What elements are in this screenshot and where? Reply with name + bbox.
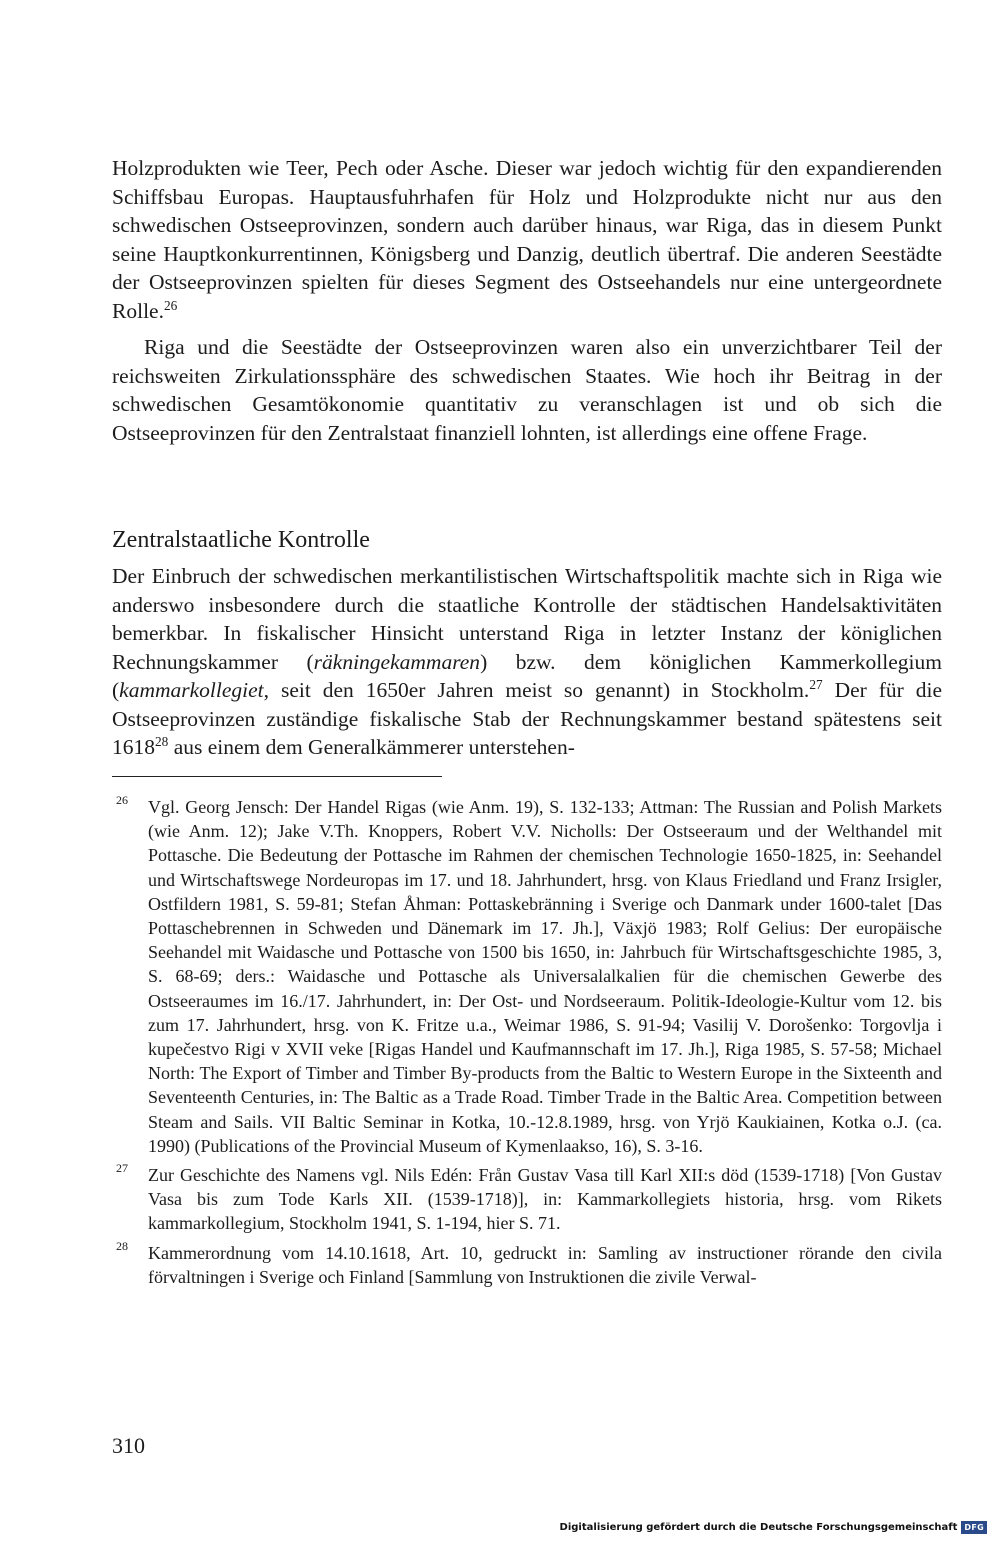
paragraph-3-part-d: Der für die Ostseeprovinzen zuständige fiskalische Stab der Rechnungskammer bestand spätestens seit 1618: [112, 678, 942, 759]
footnote-text: Kammerordnung vom 14.10.1618, Art. 10, gedruckt in: Samling av instructioner rörande den civila förvaltningen i Sverige och Finland [Sammlung von Instruktionen die zivile Verwal-: [148, 1242, 942, 1287]
term-kammarkollegiet: kammarkollegiet: [119, 678, 264, 702]
dfg-logo-icon: DFG: [961, 1521, 987, 1534]
paragraph-3-part-b: ) bzw. dem königlichen Kammerkollegium (: [112, 649, 942, 702]
paragraph-1-text: Holzprodukten wie Teer, Pech oder Asche. Dieser war jedoch wichtig für den expandierenden Schiffsbau Europas. Hauptausfuhrhafen für Holz und Holzprodukte nicht nur aus den schwedischen Ostseeprovinzen, sondern auch darüber hinaus, war Riga, das in diesem Punkt seine Hauptkonkurrentinnen, Königsberg und Danzig, deutlich übertraf. Die anderen Seestädte der Ostseeprovinzen spielten für dieses Segment des Ostseehandels nur eine untergeordnete Rolle.: [112, 156, 942, 323]
footnote-text: Vgl. Georg Jensch: Der Handel Rigas (wie Anm. 19), S. 132-133; Attman: The Russian and Polish Markets (wie Anm. 12); Jake V.Th. Knoppers, Robert V.V. Nicholls: Der Ostseeraum und der Welthandel mit Pottasche. Die Bedeutung der Pottasche im Rahmen der chemischen Technologie 1650-1825, in: Seehandel und Wirtschaftswege Nordeuropas im 17. und 18. Jahrhundert, hrsg. von Klaus Friedland und Franz Irsigler, Ostfildern 1981, S. 59-81; Stefan Åhman: Pottaskebränning i Sverige och Danmark under 1600-talet [Das Pottaschebrennen in Schweden und Dänemark im 17. Jh.], Växjö 1983; Rolf Gelius: Der europäische Seehandel mit Waidasche und Pottasche von 1500 bis 1650, in: Jahrbuch für Wirtschaftsgeschichte 1985, 3, S. 68-69; ders.: Waidasche und Pottasche als Universalalkalien für die chemischen Gewerbe des Ostseeraumes im 16./17. Jahrhundert, in: Der Ost- und Nordseeraum. Politik-Ideologie-Kultur vom 12. bis zum 17. Jahrhundert, hrsg. von K. Fritze u.a., Weimar 1986, S. 91-94; Vasilij V. Dorošenko: Torgovlja i kupečestvo Rigi v XVII veke [Rigas Handel und Kaufmannschaft im 17. Jh.], Riga 1985, S. 57-58; Michael North: The Export of Timber and Timber By-products from the Baltic to Western Europe in the Sixteenth and Seventeenth Centuries, in: The Baltic as a Trade Road. Timber Trade in the Baltic Area. Competition between Steam and Sails. VII Baltic Seminar in Kotka, 10.-12.8.1989, hrsg. von Yrjö Kaukiainen, Kotka o.J. (ca. 1990) (Publications of the Provincial Museum of Kymenlaakso, 16), S. 3-16.: [148, 797, 942, 1156]
footnote-number: 28: [116, 1238, 128, 1253]
footnote-text: Zur Geschichte des Namens vgl. Nils Edén: Från Gustav Vasa till Karl XII:s död (1539-1718) [Von Gustav Vasa bis zum Tode Karls XII. (1539-1718)], in: Kammarkollegiets historia, hrsg. vom Rikets kammarkollegium, Stockholm 1941, S. 1-194, hier S. 71.: [148, 1165, 942, 1234]
footnote-number: 27: [116, 1161, 128, 1176]
paragraph-2: [112, 333, 942, 447]
footnote-28: [112, 1238, 942, 1289]
paragraph-3: [112, 562, 942, 762]
footnotes: [112, 795, 942, 1294]
footnote-ref-28: 28: [155, 734, 169, 750]
paragraph-3-part-c: , seit den 1650er Jahren meist so genannt) in Stockholm.: [263, 678, 810, 702]
footnote-ref-26: 26: [163, 297, 178, 313]
page-number: 310: [112, 1433, 145, 1458]
term-raekningekammaren: räkningekammaren: [313, 649, 481, 674]
paragraph-3-part-a: Der Einbruch der schwedischen merkantilistischen Wirtschaftspolitik machte sich in Riga wie anderswo insbesondere durch die staatliche Kontrolle der städtischen Handelsaktivitäten bemerkbar. In fiskalischer Hinsicht unterstand Riga in letzter Instanz der königlichen Rechnungskammer (: [112, 564, 942, 674]
dfg-notice-text: Digitalisierung gefördert durch die Deutsche Forschungsgemeinschaft: [559, 1521, 958, 1533]
paragraph-1: [112, 154, 942, 325]
footnote-ref-27: 27: [809, 677, 823, 693]
footnote-divider: [112, 776, 442, 777]
footnote-26: [112, 795, 942, 1158]
paragraph-2-text: Riga und die Seestädte der Ostseeprovinzen waren also ein unverzichtbarer Teil der reichsweiten Zirkulationssphäre des schwedischen Staates. Wie hoch ihr Beitrag in der schwedischen Gesamtökonomie quantitativ zu veranschlagen ist und ob sich die Ostseeprovinzen für den Zentralstaat finanziell lohnten, ist allerdings eine offene Frage.: [112, 335, 942, 445]
footnote-27: [112, 1163, 942, 1236]
paragraph-3-part-e: aus einem dem Generalkämmerer unterstehen-: [168, 735, 575, 759]
section-heading: Zentralstaatliche Kontrolle: [112, 526, 370, 553]
footnote-number: 26: [116, 793, 128, 807]
dfg-notice: [560, 1519, 987, 1535]
